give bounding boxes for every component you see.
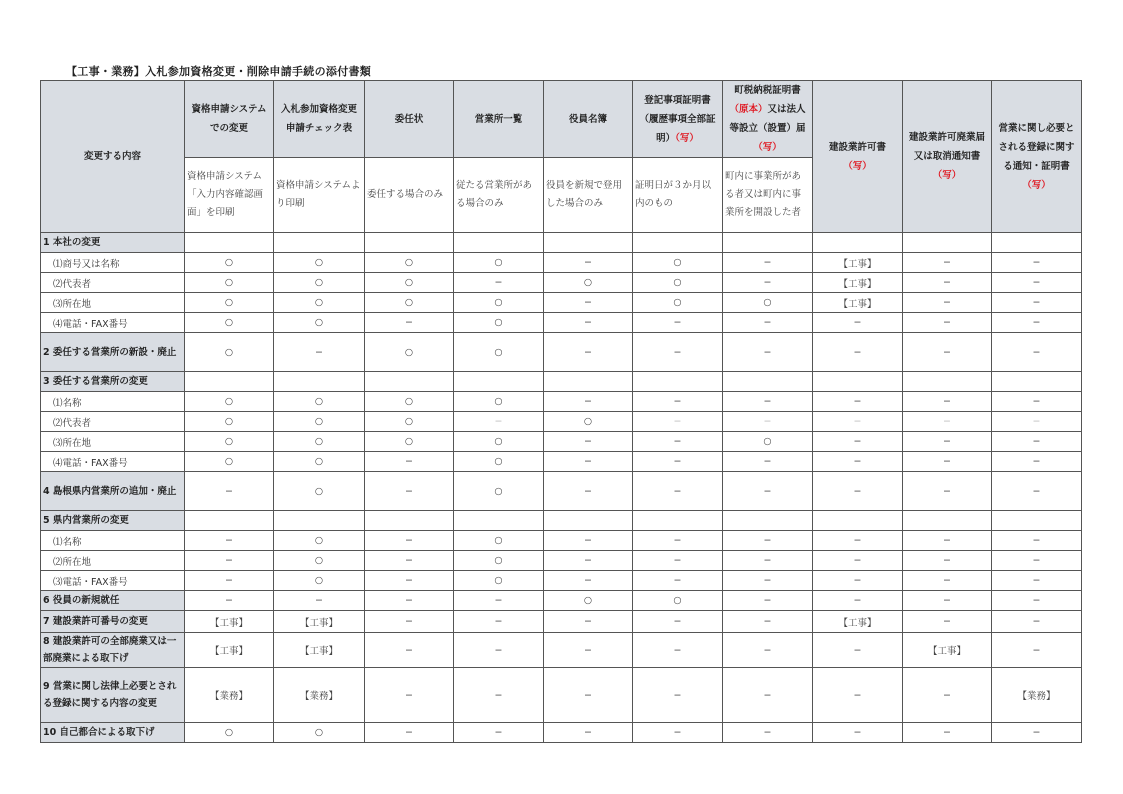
requirement-cell: − — [992, 571, 1082, 591]
requirement-cell: − — [723, 452, 813, 472]
requirement-cell: 【工事】 — [813, 253, 903, 273]
requirement-cell: − — [633, 668, 723, 723]
requirement-cell: ○ — [544, 412, 633, 432]
requirement-cell: − — [365, 611, 454, 633]
requirement-cell: − — [365, 531, 454, 551]
requirement-cell: ○ — [274, 412, 365, 432]
requirement-cell — [454, 372, 544, 392]
requirement-cell — [813, 233, 903, 253]
requirement-cell: − — [544, 313, 633, 333]
requirement-cell — [633, 511, 723, 531]
item-label: ⑷電話・FAX番号 — [41, 452, 185, 472]
table-row — [41, 372, 1082, 392]
requirement-cell: − — [454, 633, 544, 668]
requirement-cell: − — [903, 412, 992, 432]
column-header-text: 登記事項証明書（履歴事項全部証明） — [639, 94, 716, 144]
requirement-cell: − — [903, 253, 992, 273]
requirement-cell: − — [633, 723, 723, 743]
requirement-cell: − — [903, 432, 992, 452]
requirement-cell: ○ — [185, 452, 274, 472]
section-label: 5 県内営業所の変更 — [41, 511, 185, 531]
document-type-note: （写） — [843, 160, 872, 172]
requirement-cell: ○ — [185, 333, 274, 372]
item-label: ⑶電話・FAX番号 — [41, 571, 185, 591]
requirement-cell: − — [365, 452, 454, 472]
requirement-cell — [365, 511, 454, 531]
requirement-cell: − — [903, 313, 992, 333]
requirement-cell: − — [903, 591, 992, 611]
requirement-cell — [185, 233, 274, 253]
requirement-cell: 【工事】 — [185, 633, 274, 668]
requirement-cell: − — [365, 723, 454, 743]
requirement-cell: ○ — [633, 591, 723, 611]
requirement-cell: − — [633, 633, 723, 668]
requirement-cell: − — [723, 571, 813, 591]
requirement-cell: − — [633, 432, 723, 452]
requirement-cell — [992, 372, 1082, 392]
table-row — [41, 633, 1082, 668]
requirement-cell: − — [723, 531, 813, 551]
requirement-cell: − — [992, 611, 1082, 633]
requirement-cell: − — [903, 668, 992, 723]
requirement-cell: ○ — [274, 571, 365, 591]
requirement-cell: − — [723, 253, 813, 273]
column-header-text: 建設業許可廃業届又は取消通知書 — [908, 132, 985, 162]
requirement-cell: − — [454, 611, 544, 633]
requirement-cell: − — [813, 313, 903, 333]
requirement-cell: − — [992, 333, 1082, 372]
requirement-cell: 【業務】 — [274, 668, 365, 723]
requirement-cell: − — [903, 531, 992, 551]
requirement-cell: − — [544, 392, 633, 412]
requirement-cell: − — [723, 333, 813, 372]
requirement-cell: − — [723, 668, 813, 723]
requirement-cell: ○ — [274, 551, 365, 571]
requirement-cell: ○ — [274, 432, 365, 452]
requirement-cell: ○ — [454, 571, 544, 591]
requirement-cell: ○ — [544, 273, 633, 293]
requirement-cell: − — [633, 313, 723, 333]
requirement-cell — [274, 372, 365, 392]
requirement-cell: ○ — [185, 723, 274, 743]
requirement-cell: − — [992, 293, 1082, 313]
requirement-cell: 【工事】 — [274, 633, 365, 668]
requirement-cell: − — [723, 591, 813, 611]
item-label: ⑴商号又は名称 — [41, 253, 185, 273]
table-row — [41, 253, 1082, 273]
page-title: 【工事・業務】入札参加資格変更・削除申請手続の添付書類 — [66, 65, 372, 78]
requirement-cell: ○ — [274, 452, 365, 472]
requirement-cell: − — [185, 472, 274, 511]
requirement-cell: ○ — [454, 531, 544, 551]
requirement-cell — [992, 511, 1082, 531]
column-condition-note: 従たる営業所がある場合のみ — [454, 158, 544, 233]
table-row — [41, 432, 1082, 452]
requirement-cell — [992, 233, 1082, 253]
requirement-cell: ○ — [454, 472, 544, 511]
requirement-cell: − — [992, 472, 1082, 511]
requirement-cell: − — [274, 333, 365, 372]
column-header-change-content: 変更する内容 — [41, 81, 185, 233]
requirement-cell: − — [544, 452, 633, 472]
requirement-cell — [633, 372, 723, 392]
table-row — [41, 233, 1082, 253]
table-row — [41, 531, 1082, 551]
requirement-cell: − — [992, 313, 1082, 333]
column-header-text: 又は法人等設立（設置）届 — [729, 104, 806, 134]
requirement-cell — [903, 511, 992, 531]
requirement-cell: − — [185, 571, 274, 591]
requirement-cell: ○ — [274, 392, 365, 412]
column-header — [544, 81, 633, 158]
requirement-cell: ○ — [633, 273, 723, 293]
requirement-cell: − — [723, 392, 813, 412]
requirement-cell: − — [544, 432, 633, 452]
requirement-cell: − — [813, 633, 903, 668]
requirement-cell: − — [544, 293, 633, 313]
requirement-cell: − — [813, 392, 903, 412]
requirement-cell: − — [633, 333, 723, 372]
column-header-text: 営業に関し必要とされる登録に関する通知・証明書 — [998, 122, 1075, 172]
requirement-cell: ○ — [274, 273, 365, 293]
requirement-cell: − — [274, 591, 365, 611]
requirement-cell — [185, 511, 274, 531]
requirement-cell: 【工事】 — [813, 273, 903, 293]
requirement-cell: ○ — [274, 723, 365, 743]
requirement-cell: − — [633, 611, 723, 633]
item-label: ⑵所在地 — [41, 551, 185, 571]
requirement-cell: − — [992, 253, 1082, 273]
requirement-cell — [903, 233, 992, 253]
column-header — [633, 81, 723, 158]
requirement-cell: − — [903, 551, 992, 571]
requirement-cell: 【業務】 — [185, 668, 274, 723]
requirement-cell: ○ — [633, 253, 723, 273]
column-header-text: 資格申請システムでの変更 — [191, 104, 267, 134]
item-label: ⑴名称 — [41, 392, 185, 412]
table-row — [41, 723, 1082, 743]
requirement-cell: − — [903, 452, 992, 472]
requirement-cell: − — [633, 551, 723, 571]
requirement-cell: − — [903, 611, 992, 633]
requirement-cell: − — [454, 273, 544, 293]
requirement-cell: − — [903, 723, 992, 743]
requirement-cell: ○ — [185, 392, 274, 412]
requirement-cell — [454, 511, 544, 531]
requirement-cell: − — [544, 668, 633, 723]
table-row — [41, 551, 1082, 571]
requirement-cell: − — [544, 531, 633, 551]
table-row — [41, 293, 1082, 313]
requirement-cell — [813, 372, 903, 392]
item-label: ⑶所在地 — [41, 293, 185, 313]
requirement-cell: − — [185, 551, 274, 571]
requirement-cell — [544, 511, 633, 531]
column-header — [274, 81, 365, 158]
requirement-cell: ○ — [274, 472, 365, 511]
requirement-cell: − — [903, 392, 992, 412]
requirement-cell: − — [365, 551, 454, 571]
requirement-cell: − — [544, 633, 633, 668]
requirement-cell: − — [723, 313, 813, 333]
requirement-cell: − — [633, 412, 723, 432]
requirement-cell: ○ — [454, 392, 544, 412]
requirement-cell: − — [813, 591, 903, 611]
requirement-cell: 【工事】 — [274, 611, 365, 633]
requirement-cell: ○ — [454, 432, 544, 452]
requirement-cell: − — [813, 668, 903, 723]
requirement-cell: ○ — [454, 452, 544, 472]
requirement-cell: − — [454, 723, 544, 743]
requirement-cell: ○ — [454, 253, 544, 273]
requirement-cell: ○ — [365, 273, 454, 293]
requirement-cell: − — [365, 313, 454, 333]
column-header — [813, 81, 903, 233]
requirement-cell: ○ — [454, 293, 544, 313]
column-condition-note: 証明日が３か月以内のもの — [633, 158, 723, 233]
requirement-cell: ○ — [544, 591, 633, 611]
requirement-cell: ○ — [365, 392, 454, 412]
requirement-cell: − — [723, 273, 813, 293]
section-label: 10 自己都合による取下げ — [41, 723, 185, 743]
table-row — [41, 412, 1082, 432]
item-label: ⑷電話・FAX番号 — [41, 313, 185, 333]
requirement-cell: − — [633, 531, 723, 551]
requirement-cell: − — [365, 571, 454, 591]
requirement-cell — [723, 372, 813, 392]
requirement-cell — [723, 511, 813, 531]
table-row — [41, 591, 1082, 611]
requirement-cell: ○ — [274, 531, 365, 551]
table-row — [41, 472, 1082, 511]
requirement-cell: ○ — [185, 253, 274, 273]
requirement-cell — [274, 511, 365, 531]
requirement-cell: − — [544, 333, 633, 372]
item-label: ⑵代表者 — [41, 273, 185, 293]
requirement-cell: − — [365, 668, 454, 723]
column-header — [365, 81, 454, 158]
column-condition-note: 資格申請システムより印刷 — [274, 158, 365, 233]
requirement-cell — [723, 233, 813, 253]
requirement-cell: − — [813, 412, 903, 432]
column-condition-note: 役員を新規で登用した場合のみ — [544, 158, 633, 233]
requirement-cell — [903, 372, 992, 392]
section-label: 2 委任する営業所の新設・廃止 — [41, 333, 185, 372]
requirement-cell: − — [454, 668, 544, 723]
requirement-cell — [274, 233, 365, 253]
table-row — [41, 392, 1082, 412]
requirement-cell: ○ — [454, 551, 544, 571]
requirement-cell: − — [992, 273, 1082, 293]
requirement-cell: − — [813, 551, 903, 571]
requirement-cell: − — [992, 551, 1082, 571]
requirement-cell: ○ — [454, 313, 544, 333]
table-row — [41, 452, 1082, 472]
table-row — [41, 611, 1082, 633]
requirement-cell: − — [992, 723, 1082, 743]
requirement-cell — [365, 233, 454, 253]
requirement-cell — [365, 372, 454, 392]
requirement-cell: − — [903, 273, 992, 293]
requirement-cell: ○ — [185, 293, 274, 313]
requirement-cell — [544, 372, 633, 392]
column-header — [454, 81, 544, 158]
requirement-cell: ○ — [454, 333, 544, 372]
requirement-cell: − — [544, 253, 633, 273]
column-header-text: 営業所一覧 — [474, 113, 523, 125]
table-row — [41, 273, 1082, 293]
requirement-cell: − — [365, 591, 454, 611]
column-condition-note: 委任する場合のみ — [365, 158, 454, 233]
table-row — [41, 571, 1082, 591]
document-type-note: （写） — [675, 132, 699, 144]
requirement-cell: − — [185, 531, 274, 551]
requirement-cell: − — [992, 591, 1082, 611]
requirement-cell: − — [723, 633, 813, 668]
requirement-cell — [544, 233, 633, 253]
requirement-cell — [185, 372, 274, 392]
requirement-cell: ○ — [365, 253, 454, 273]
column-header-text: 委任状 — [394, 113, 424, 125]
requirement-cell: − — [365, 633, 454, 668]
table-row — [41, 511, 1082, 531]
item-label: ⑴名称 — [41, 531, 185, 551]
requirement-cell: ○ — [185, 273, 274, 293]
section-label: 3 委任する営業所の変更 — [41, 372, 185, 392]
requirement-cell: ○ — [723, 432, 813, 452]
requirement-cell: − — [633, 392, 723, 412]
requirement-cell: 【工事】 — [813, 611, 903, 633]
requirement-cell: − — [544, 472, 633, 511]
column-header — [185, 81, 274, 158]
requirement-cell: − — [723, 611, 813, 633]
requirement-cell: − — [813, 571, 903, 591]
requirement-cell: ○ — [185, 313, 274, 333]
table-row — [41, 668, 1082, 723]
requirement-cell: − — [903, 333, 992, 372]
requirement-cell: − — [992, 432, 1082, 452]
requirement-cell: − — [544, 611, 633, 633]
requirement-cell: − — [903, 472, 992, 511]
section-label: 8 建設業許可の全部廃業又は一部廃業による取下げ — [41, 633, 185, 668]
table-row — [41, 333, 1082, 372]
column-header-text: 入札参加資格変更申請チェック表 — [280, 104, 357, 134]
requirement-cell: − — [454, 412, 544, 432]
section-label: 1 本社の変更 — [41, 233, 185, 253]
requirement-cell: ○ — [365, 333, 454, 372]
requirement-cell: − — [633, 571, 723, 591]
requirement-cell — [813, 511, 903, 531]
section-label: 6 役員の新規就任 — [41, 591, 185, 611]
column-header-text: 役員名簿 — [568, 113, 607, 125]
item-label: ⑶所在地 — [41, 432, 185, 452]
document-type-note: （写） — [1022, 179, 1051, 191]
requirement-cell: − — [813, 472, 903, 511]
document-type-note: （写） — [753, 142, 782, 153]
requirement-cell: − — [633, 452, 723, 472]
requirement-cell: − — [813, 432, 903, 452]
requirement-cell: ○ — [633, 293, 723, 313]
column-header — [992, 81, 1082, 233]
requirement-cell: − — [454, 591, 544, 611]
requirement-cell: − — [992, 531, 1082, 551]
requirement-cell: − — [813, 723, 903, 743]
requirement-cell: ○ — [274, 293, 365, 313]
requirement-cell: − — [723, 551, 813, 571]
requirement-cell: 【工事】 — [185, 611, 274, 633]
requirement-cell: ○ — [274, 253, 365, 273]
table-row — [41, 313, 1082, 333]
requirement-cell: − — [813, 452, 903, 472]
requirement-cell: ○ — [365, 412, 454, 432]
requirement-cell: ○ — [185, 432, 274, 452]
requirement-cell: − — [992, 412, 1082, 432]
section-label: 7 建設業許可番号の変更 — [41, 611, 185, 633]
section-label: 9 営業に関し法律上必要とされる登録に関する内容の変更 — [41, 668, 185, 723]
requirement-cell: − — [992, 392, 1082, 412]
requirement-cell: − — [723, 412, 813, 432]
column-header-text: 町税納税証明書 — [734, 85, 801, 96]
requirement-cell: 【工事】 — [903, 633, 992, 668]
requirement-cell: − — [723, 472, 813, 511]
attachments-table — [40, 80, 1082, 743]
requirement-cell: 【業務】 — [992, 668, 1082, 723]
requirement-cell: 【工事】 — [813, 293, 903, 313]
requirement-cell: − — [903, 293, 992, 313]
requirement-cell: ○ — [185, 412, 274, 432]
requirement-cell: − — [365, 472, 454, 511]
requirement-cell: − — [185, 591, 274, 611]
column-condition-note: 資格申請システム「入力内容確認画面」を印刷 — [185, 158, 274, 233]
requirement-cell: − — [903, 571, 992, 591]
section-label: 4 島根県内営業所の追加・廃止 — [41, 472, 185, 511]
requirement-cell: − — [633, 472, 723, 511]
requirement-cell — [454, 233, 544, 253]
requirement-cell: − — [544, 723, 633, 743]
column-header — [723, 81, 813, 158]
item-label: ⑵代表者 — [41, 412, 185, 432]
requirement-cell — [633, 233, 723, 253]
requirement-cell: − — [992, 633, 1082, 668]
column-header — [903, 81, 992, 233]
requirement-cell: − — [813, 333, 903, 372]
requirement-cell: − — [992, 452, 1082, 472]
requirement-cell: ○ — [365, 293, 454, 313]
requirement-cell: − — [544, 551, 633, 571]
requirement-cell: ○ — [723, 293, 813, 313]
requirement-cell: ○ — [365, 432, 454, 452]
requirement-cell: − — [723, 723, 813, 743]
column-condition-note: 町内に事業所がある者又は町内に事業所を開設した者 — [723, 158, 813, 233]
requirement-cell: − — [813, 531, 903, 551]
document-type-note: （原本） — [729, 104, 768, 115]
requirement-cell: ○ — [274, 313, 365, 333]
requirement-cell: − — [544, 571, 633, 591]
document-type-note: （写） — [932, 170, 962, 181]
column-header-text: 建設業許可書 — [828, 141, 886, 153]
